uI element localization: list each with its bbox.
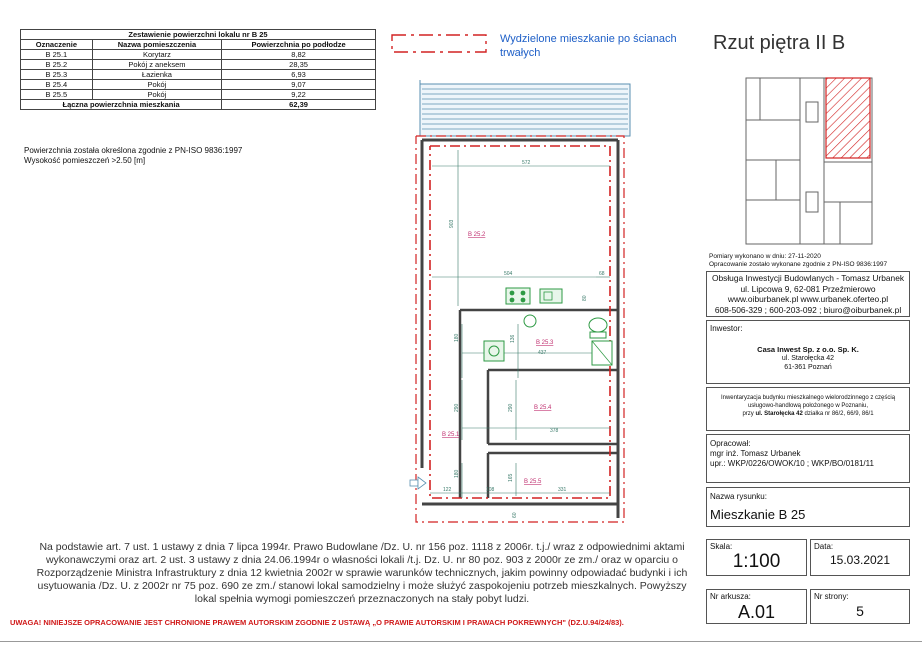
table-row <box>21 60 376 70</box>
description-box <box>706 387 910 431</box>
note-standard: Powierzchnia została określona zgodnie z PN-ISO 9836:1997 <box>24 146 243 155</box>
stove-icon <box>506 288 530 304</box>
pages-value: 5 <box>856 603 864 619</box>
dim-290b: 290 <box>508 403 514 412</box>
sheet-label: Nr arkusza: <box>710 592 751 601</box>
prepared-box <box>706 434 910 483</box>
row-name: Pokój z aneksem <box>92 60 221 70</box>
note-height: Wysokość pomieszczeń >2.50 [m] <box>24 156 146 165</box>
description-street: ul. Starołęcka 42 <box>755 411 803 417</box>
table-header: Powierzchnia po podłodze <box>222 40 376 50</box>
room-label-b254: B 25.4 <box>534 405 552 411</box>
row-area: 28,35 <box>222 60 376 70</box>
investor-city: 61-361 Poznań <box>784 364 832 371</box>
dim-60: 60 <box>512 512 518 518</box>
pages-box <box>810 589 910 624</box>
company-box <box>706 271 910 317</box>
legend-text: Wydzielone mieszkanie po ścianach trwałych <box>500 33 677 59</box>
company-address: ul. Lipcowa 9, 62-081 Przeźmierowo <box>740 283 876 294</box>
company-name: Obsługa Inwestycji Budowlanych - Tomasz Urbanek <box>711 273 905 283</box>
investor-street: ul. Starołęcka 42 <box>781 355 835 362</box>
prepared-permissions: upr.: WKP/0226/OWOK/10 ; WKP/BO/0181/11 <box>710 459 874 468</box>
dim-122: 122 <box>443 487 452 493</box>
scale-value: 1:100 <box>732 551 781 572</box>
dim-572: 572 <box>522 160 531 166</box>
highlighted-unit-icon <box>826 78 870 158</box>
floor-plan <box>400 78 640 528</box>
dim-180b: 180 <box>454 469 460 478</box>
legal-text: Na podstawie art. 7 ust. 1 ustawy z dnia 7 lipca 1994r. Prawo Budowlane /Dz. U. nr 156 poz. 1118 z 2006r. t.j./ wraz z odpowiednimi aktami wykonawczymi oraz art. 2 ust. 3 ustawy z dnia 24.06.1994r o własności lokali /t.j. Dz. U. nr 80 poz. 903 z 2000r ze zm./ oraz w oparciu o Rozporządzenie Ministra Infrastruktury z dnia 12 kwietnia 2002r w sprawie warunków technicznych, jakim powinny odpowiadać budynki i ich usytuowania /Dz. U. z 2002r nr 75 poz. 690 ze zm./ stanowi lokal samodzielny i może służyć zaspokojeniu potrzeb mieszkalnych. Powyższy lokal spełnia wymogi pomieszczeń przeznaczonych na stały pobyt ludzi. <box>36 541 688 605</box>
shower-icon <box>592 341 612 365</box>
row-name: Pokój <box>92 80 221 90</box>
description-line1: Inwentaryzacja budynku mieszkalnego wielorodzinnego z częścią <box>720 395 896 401</box>
row-area: 9,22 <box>222 90 376 100</box>
row-id: B 25.3 <box>21 70 93 80</box>
measure-date: Pomiary wykonano w dniu: 27-11-2020 <box>709 253 821 260</box>
total-label: Łączna powierzchnia mieszkania <box>21 100 222 110</box>
row-area: 8,82 <box>222 50 376 60</box>
description-plot: działka nr 86/2, 66/9, 86/1 <box>802 411 874 417</box>
row-area: 9,07 <box>222 80 376 90</box>
dim-136: 136 <box>510 334 516 343</box>
table-header: Nazwa pomieszczenia <box>92 40 221 50</box>
sink-icon <box>540 289 562 303</box>
row-id: B 25.5 <box>21 90 93 100</box>
dim-165: 165 <box>508 473 514 482</box>
page-title: Rzut piętra II B <box>713 32 846 54</box>
row-id: B 25.4 <box>21 80 93 90</box>
drawing-name: Mieszkanie B 25 <box>710 507 806 522</box>
description-line2: usługowo-handlową położonego w Poznaniu, <box>747 403 869 409</box>
pages-label: Nr strony: <box>814 592 849 601</box>
dim-180: 180 <box>454 333 460 342</box>
dim-437: 437 <box>538 350 547 356</box>
key-plan <box>740 72 880 252</box>
table-header: Oznaczenie <box>21 40 93 50</box>
table-total-row <box>21 100 376 110</box>
room-label-b253: B 25.3 <box>536 340 554 346</box>
drawing-name-box <box>706 487 910 527</box>
date-value: 15.03.2021 <box>829 553 891 567</box>
company-contact: 608-506-329 ; 600-203-092 ; biuro@oiburbanek.pl <box>714 304 902 315</box>
scale-label: Skala: <box>710 542 733 551</box>
row-area: 6,93 <box>222 70 376 80</box>
total-value: 62,39 <box>222 100 376 110</box>
area-table <box>20 29 376 110</box>
company-web: www.oiburbanek.pl www.urbanek.oferteo.pl <box>727 294 889 304</box>
table-row <box>21 70 376 80</box>
table-row <box>21 80 376 90</box>
drawing-name-label: Nazwa rysunku: <box>710 492 767 501</box>
dim-504: 504 <box>504 271 513 277</box>
room-label-b251: B 25.1 <box>442 432 460 438</box>
measure-standard: Opracowanie zostało wykonane zgodnie z PN-ISO 9836:1997 <box>709 261 888 268</box>
dim-378: 378 <box>550 428 559 434</box>
prepared-label: Opracował: <box>710 439 751 448</box>
washer-icon <box>484 341 504 361</box>
washbasin-icon <box>524 315 536 327</box>
prepared-name: mgr inż. Tomasz Urbanek <box>710 449 801 458</box>
row-name: Pokój <box>92 90 221 100</box>
row-name: Łazienka <box>92 70 221 80</box>
divider <box>0 641 922 642</box>
dim-108: 108 <box>486 487 495 493</box>
investor-box <box>706 320 910 384</box>
row-name: Korytarz <box>92 50 221 60</box>
scale-box <box>706 539 807 576</box>
row-id: B 25.1 <box>21 50 93 60</box>
date-box <box>810 539 910 576</box>
dim-331: 331 <box>558 487 567 493</box>
row-id: B 25.2 <box>21 60 93 70</box>
copyright-warning: UWAGA! NINIEJSZE OPRACOWANIE JEST CHRONIONE PRAWEM AUTORSKIM ZGODNIE Z USTAWĄ „O PRAWIE AUTORSKIM I PRAWACH POKREWNYCH" (DZ.U.94/24/83). <box>10 618 624 627</box>
description-prefix: przy <box>742 411 756 417</box>
investor-name: Casa Inwest Sp. z o.o. Sp. K. <box>757 345 859 354</box>
dim-68: 68 <box>599 271 605 277</box>
balcony-icon <box>420 80 630 136</box>
room-label-b255: B 25.5 <box>524 479 542 485</box>
sheet-box <box>706 589 807 624</box>
table-title: Zestawienie powierzchni lokalu nr B 25 <box>21 30 376 40</box>
date-label: Data: <box>814 542 834 551</box>
investor-label: Inwestor: <box>710 324 743 333</box>
dim-80: 80 <box>582 295 588 301</box>
dim-903: 903 <box>449 219 455 228</box>
room-label-b252: B 25.2 <box>468 232 486 238</box>
table-row <box>21 90 376 100</box>
toilet-icon <box>589 318 607 338</box>
measure-info <box>709 253 887 269</box>
entrance-arrow-icon <box>410 477 426 489</box>
dim-290: 290 <box>454 403 460 412</box>
legend-dashed-icon <box>390 33 490 55</box>
table-row <box>21 50 376 60</box>
sheet-value: A.01 <box>737 602 776 622</box>
description-line3 <box>707 410 909 418</box>
